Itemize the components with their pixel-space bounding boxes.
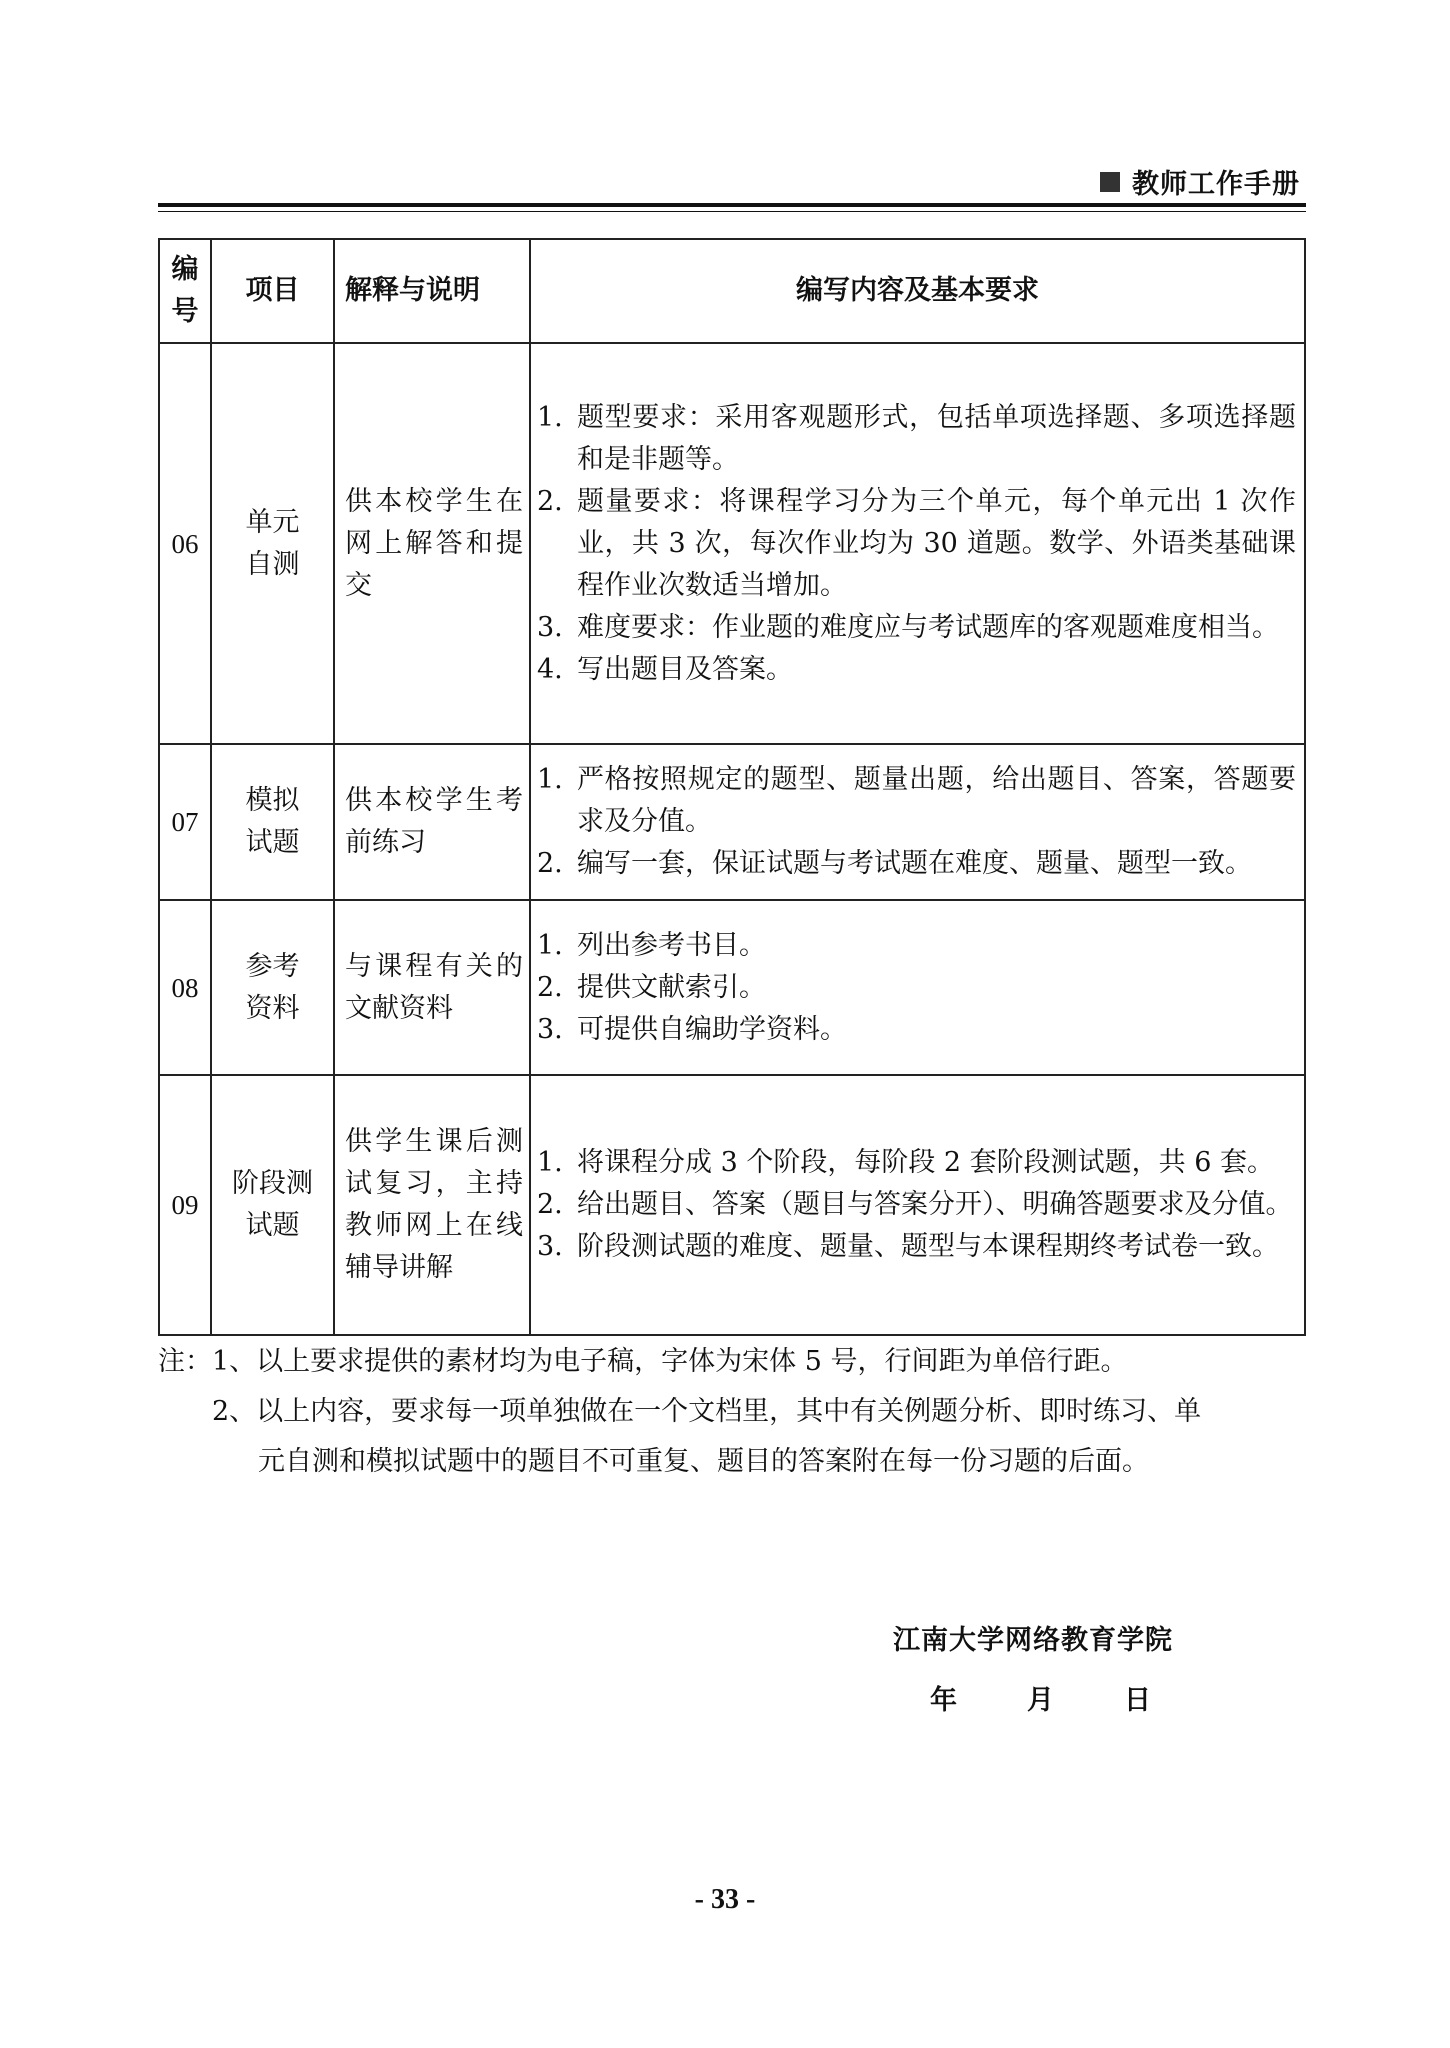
list-item-index: 3. [537, 611, 563, 643]
list-item-text: 严格按照规定的题型、题量出题，给出题目、答案，答题要求及分值。 [577, 764, 1296, 837]
signature-date [930, 1678, 1151, 1717]
header-explanation: 解释与说明 [334, 239, 530, 343]
list-item [537, 925, 1296, 967]
signature-organization: 江南大学网络教育学院 [893, 1625, 1173, 1656]
list-item [537, 607, 1296, 649]
row-item: 阶段测试题 [232, 1168, 313, 1241]
list-item-text: 阶段测试题的难度、题量、题型与本课程期终考试卷一致。 [577, 1231, 1279, 1262]
header-rule-thick [158, 203, 1306, 207]
row-item-cell [211, 1075, 334, 1335]
header-number-line1: 编 [171, 254, 199, 285]
row-item: 模拟试题 [245, 785, 300, 858]
row-number: 07 [159, 744, 211, 900]
header-requirements: 编写内容及基本要求 [530, 239, 1305, 343]
notes [158, 1337, 1308, 1487]
list-item [537, 843, 1296, 885]
list-item-index: 1. [537, 929, 563, 961]
list-item-text: 编写一套，保证试题与考试题在难度、题量、题型一致。 [577, 848, 1252, 879]
row-item: 单元自测 [245, 506, 300, 580]
page-number: - 33 - [694, 1884, 756, 1915]
list-item-text: 给出题目、答案（题目与答案分开）、明确答题要求及分值。 [577, 1189, 1293, 1220]
list-item-text: 题型要求：采用客观题形式，包括单项选择题、多项选择题和是非题等。 [577, 401, 1296, 475]
list-item-index: 1. [537, 764, 563, 795]
list-item [537, 967, 1296, 1009]
list-item-text: 可提供自编助学资料。 [577, 1013, 847, 1045]
list-item-text: 题量要求：将课程学习分为三个单元，每个单元出 1 次作业，共 3 次，每次作业均为 30 道题。数学、外语类基础课程作业次数适当增加。 [577, 485, 1296, 601]
header-square-icon [1100, 172, 1120, 192]
list-item-index: 3. [537, 1231, 563, 1262]
list-item [537, 1184, 1296, 1226]
list-item-index: 1. [537, 1147, 563, 1178]
list-item-index: 4. [537, 653, 563, 685]
row-number: 08 [159, 900, 211, 1075]
row-requirements [530, 744, 1305, 900]
list-item-text: 提供文献索引。 [577, 971, 766, 1003]
row-item-cell [211, 900, 334, 1075]
row-item-cell [211, 343, 334, 744]
table-header-row [159, 239, 1305, 343]
list-item-index: 2. [537, 971, 563, 1003]
date-day: 日 [1124, 1685, 1151, 1716]
list-item [537, 649, 1296, 691]
row-number: 06 [159, 343, 211, 744]
date-month: 月 [1027, 1685, 1054, 1716]
list-item [537, 1226, 1296, 1268]
row-requirements [530, 343, 1305, 744]
list-item-text: 将课程分成 3 个阶段，每阶段 2 套阶段测试题，共 6 套。 [577, 1147, 1275, 1178]
header-title-text: 教师工作手册 [1132, 169, 1300, 200]
row-requirements [530, 1075, 1305, 1335]
header-title [1100, 162, 1300, 201]
list-item-text: 列出参考书目。 [577, 929, 766, 961]
list-item-index: 3. [537, 1013, 563, 1045]
list-item [537, 1009, 1296, 1051]
row-explanation: 与课程有关的文献资料 [334, 900, 530, 1075]
row-requirements [530, 900, 1305, 1075]
header-item: 项目 [211, 239, 334, 343]
table-row [159, 744, 1305, 900]
list-item [537, 397, 1296, 481]
list-item-index: 2. [537, 848, 563, 879]
header-number [159, 239, 211, 343]
table-row [159, 900, 1305, 1075]
row-item: 参考资料 [245, 950, 300, 1024]
list-item-index: 2. [537, 485, 563, 517]
date-year: 年 [930, 1685, 957, 1716]
list-item-index: 2. [537, 1189, 563, 1220]
list-item-index: 1. [537, 401, 563, 433]
row-item-cell [211, 744, 334, 900]
note-2-line-1: 2、以上内容，要求每一项单独做在一个文档里，其中有关例题分析、即时练习、单 [212, 1396, 1202, 1427]
row-explanation: 供本校学生在网上解答和提交 [334, 343, 530, 744]
header-rule-thin [158, 211, 1306, 212]
header-number-line2: 号 [171, 296, 199, 327]
row-number: 09 [159, 1075, 211, 1335]
list-item [537, 481, 1296, 607]
row-explanation: 供学生课后测试复习，主持教师网上在线辅导讲解 [334, 1075, 530, 1335]
list-item [537, 759, 1296, 843]
row-explanation: 供本校学生考前练习 [334, 744, 530, 900]
list-item-text: 写出题目及答案。 [577, 653, 793, 685]
note-1: 注：1、以上要求提供的素材均为电子稿，字体为宋体 5 号，行间距为单倍行距。 [158, 1346, 1128, 1377]
note-2-line-2: 元自测和模拟试题中的题目不可重复、题目的答案附在每一份习题的后面。 [258, 1446, 1149, 1477]
table-row [159, 1075, 1305, 1335]
table-row [159, 343, 1305, 744]
requirements-table [158, 238, 1306, 1336]
list-item-text: 难度要求：作业题的难度应与考试题库的客观题难度相当。 [577, 611, 1279, 643]
list-item [537, 1142, 1296, 1184]
